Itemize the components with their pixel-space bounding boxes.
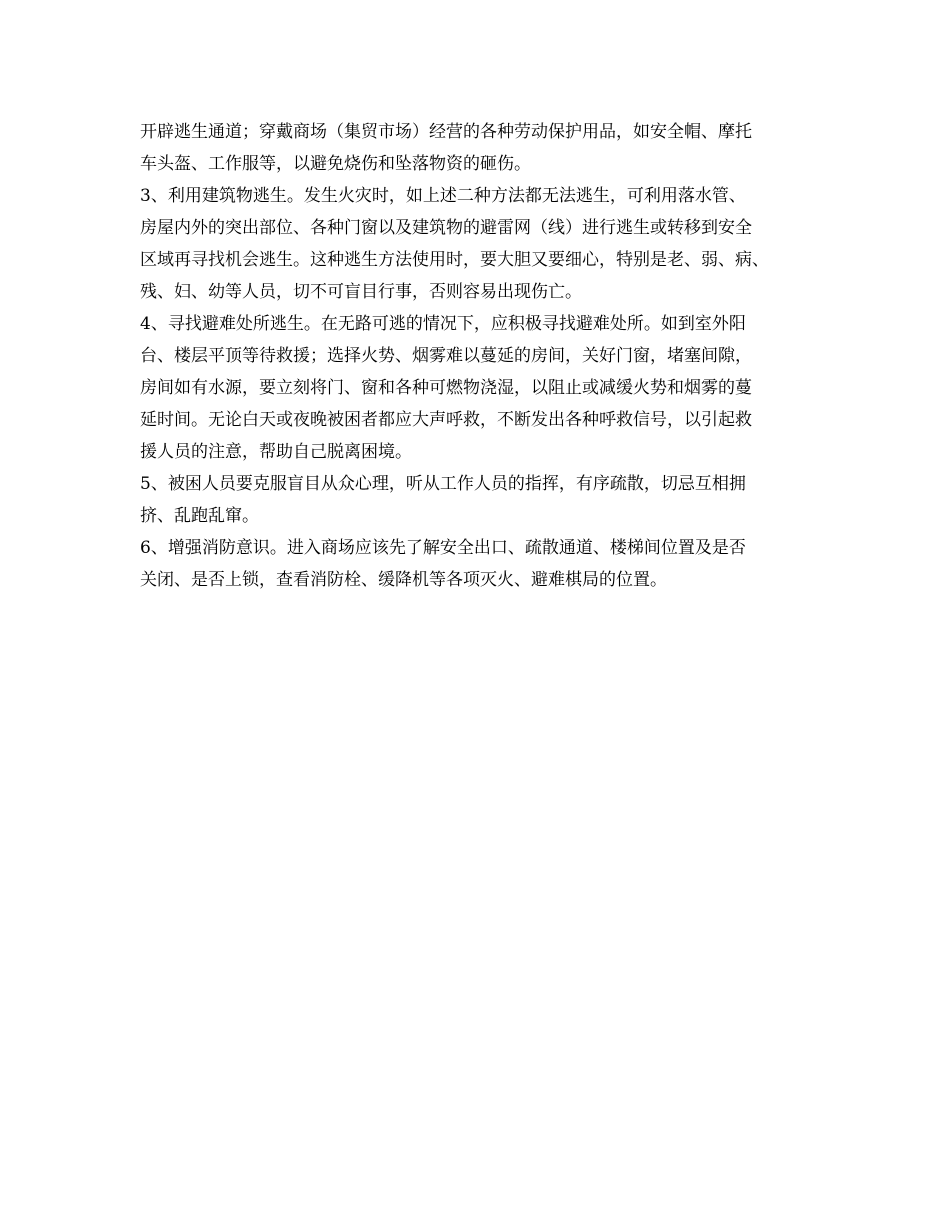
text-line: 援人员的注意，帮助自己脱离困境。 [140, 442, 412, 462]
text-line: 关闭、是否上锁，查看消防栓、缓降机等各项灭火、避难棋局的位置。 [140, 570, 667, 590]
text-line: 挤、乱跑乱窜。 [140, 506, 259, 526]
text-line: 区域再寻找机会逃生。这种逃生方法使用时，要大胆又要细心，特别是老、弱、病、 [140, 250, 769, 270]
text-line: 6、增强消防意识。进入商场应该先了解安全出口、疏散通道、楼梯间位置及是否 [140, 538, 746, 558]
text-line: 房间如有水源，要立刻将门、窗和各种可燃物浇湿，以阻止或减缓火势和烟雾的蔓 [140, 378, 752, 398]
text-line: 3、利用建筑物逃生。发生火灾时，如上述二种方法都无法逃生，可利用落水管、 [140, 186, 746, 206]
text-line: 房屋内外的突出部位、各种门窗以及建筑物的避雷网（线）进行逃生或转移到安全 [140, 218, 752, 238]
document-body [140, 116, 830, 596]
text-line: 台、楼层平顶等待救援；选择火势、烟雾难以蔓延的房间，关好门窗，堵塞间隙， [140, 346, 752, 366]
text-line: 4、寻找避难处所逃生。在无路可逃的情况下，应积极寻找避难处所。如到室外阳 [140, 314, 746, 334]
text-line: 延时间。无论白天或夜晚被困者都应大声呼救，不断发出各种呼救信号，以引起救 [140, 410, 752, 430]
text-line: 开辟逃生通道；穿戴商场（集贸市场）经营的各种劳动保护用品，如安全帽、摩托 [140, 122, 752, 142]
text-line: 残、妇、幼等人员，切不可盲目行事，否则容易出现伤亡。 [140, 282, 582, 302]
text-line: 5、被困人员要克服盲目从众心理，听从工作人员的指挥，有序疏散，切忌互相拥 [140, 474, 746, 494]
text-line: 车头盔、工作服等，以避免烧伤和坠落物资的砸伤。 [140, 154, 531, 174]
